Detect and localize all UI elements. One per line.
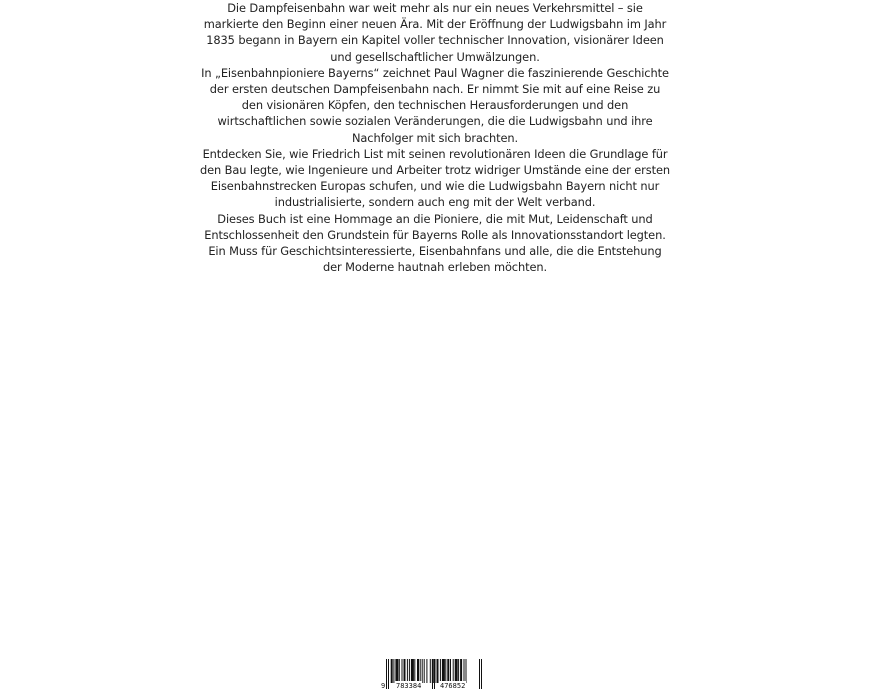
barcode-bar <box>404 659 406 683</box>
barcode-bar <box>450 659 451 683</box>
barcode-bar <box>464 659 465 683</box>
barcode-bar <box>455 659 458 683</box>
blurb-paragraph-1: Die Dampfeisenbahn war weit mehr als nur ein neues Verkehrsmittel – sie markierte den Beginn einer neuen Ära. Mit der Eröffnung der Ludwigsbahn im Jahr 1835 begann in Bayern ein Kapitel voller technischer Innovation, visionärer Ideen und gesellschaftlicher Umwälzungen. <box>203 1 667 64</box>
barcode-bar <box>414 659 415 683</box>
barcode-bar <box>395 659 398 683</box>
barcode-bar <box>430 659 431 683</box>
barcode-bar <box>402 659 403 683</box>
barcode-left-group: 783384 <box>396 682 422 690</box>
barcode-bar <box>407 659 408 683</box>
barcode-right-group: 476852 <box>440 682 466 690</box>
back-cover-blurb <box>200 0 670 275</box>
barcode-bar <box>391 659 393 683</box>
barcode-bar <box>447 659 449 683</box>
barcode-bar <box>440 659 441 683</box>
barcode-bar <box>426 659 427 683</box>
barcode-bar <box>442 659 445 683</box>
isbn-barcode <box>382 659 486 693</box>
barcode-bar <box>409 659 410 683</box>
barcode-bar <box>460 659 462 683</box>
barcode-bar <box>453 659 454 683</box>
barcode-bar <box>458 659 459 683</box>
barcode-bar <box>411 659 414 683</box>
barcode-bar <box>424 659 425 683</box>
barcode-bar <box>393 659 394 683</box>
barcode-bar <box>466 659 467 683</box>
barcode-bar <box>445 659 446 683</box>
barcode-digits <box>382 681 486 693</box>
barcode-bar <box>417 659 419 683</box>
barcode-bar <box>422 659 423 683</box>
barcode-bar <box>399 659 400 683</box>
blurb-paragraph-2: In „Eisenbahnpioniere Bayerns“ zeichnet Paul Wagner die faszinierende Geschichte der ersten deutschen Dampfeisenbahn nach. Er nimmt Sie mit auf eine Reise zu den visionären Köpfen, den technischen Herausforderungen und den wirtschaftlichen sowie sozialen Veränderungen, die die Ludwigsbahn und ihre Nachfolger mit sich brachten. <box>201 65 669 145</box>
barcode-bar <box>420 659 421 683</box>
barcode-bar <box>437 659 439 683</box>
blurb-paragraph-3: Entdecken Sie, wie Friedrich List mit seinen revolutionären Ideen die Grundlage für den Bau legte, wie Ingenieure und Arbeiter trotz widriger Umstände eine der ersten Eisenbahnstrecken Europas schufen, und wie die Ludwigsbahn Bayern nicht nur industrialisierte, sondern auch eng mit der Welt verband. <box>200 146 670 210</box>
barcode-lead-digit: 9 <box>381 682 386 690</box>
blurb-paragraph-4: Dieses Buch ist eine Hommage an die Pioniere, die mit Mut, Leidenschaft und Entschlossenheit den Grundstein für Bayerns Rolle als Innovationsstandort legten. Ein Muss für Geschichtsinteressierte, Eisenbahnfans und alle, die die Entstehung der Moderne hautnah erleben möchten. <box>204 211 666 275</box>
